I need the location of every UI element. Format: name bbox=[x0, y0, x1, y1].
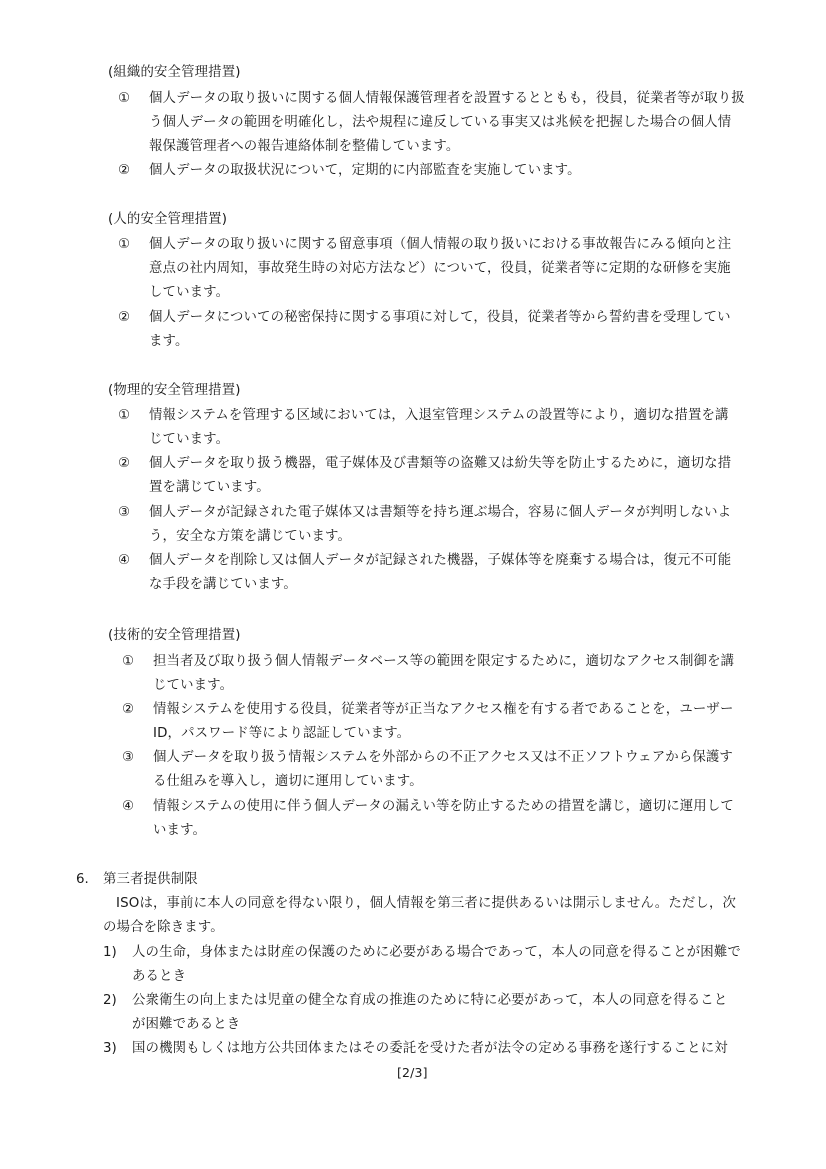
technical-item-4-line-2: います。 bbox=[153, 823, 207, 838]
section6-intro-line-1: ISOは，事前に本人の同意を得ない限り，個人情報を第三者に提供あるいは開示しません。ただし，次 bbox=[116, 896, 737, 911]
page-number: [2/3] bbox=[397, 1065, 428, 1080]
org-item-2-number: ② bbox=[118, 163, 131, 178]
section6-number: 6. bbox=[76, 872, 89, 887]
section6-item-1-line-2: あるとき bbox=[132, 969, 187, 984]
physical-item-3-line-2: う，安全な方策を講じています。 bbox=[149, 529, 352, 544]
technical-item-2-line-1: 情報システムを使用する役員，従業者等が正当なアクセス権を有する者であることを，ユーザー bbox=[153, 702, 734, 717]
section6-item-1-number: 1) bbox=[103, 945, 117, 960]
technical-item-1-line-1: 担当者及び取り扱う個人情報データベース等の範囲を限定するために，適切なアクセス制御を講 bbox=[153, 654, 735, 669]
technical-item-3-number: ③ bbox=[122, 750, 135, 765]
physical-item-4-number: ④ bbox=[118, 553, 131, 568]
physical-heading: (物理的安全管理措置) bbox=[108, 383, 241, 398]
human-heading: (人的安全管理措置) bbox=[108, 212, 228, 227]
section6-item-2-line-1: 公衆衛生の向上または児童の健全な育成の推進のために特に必要があって，本人の同意を得ること bbox=[132, 993, 728, 1008]
technical-item-1-line-2: じています。 bbox=[153, 678, 234, 693]
human-item-2-number: ② bbox=[118, 310, 131, 325]
physical-item-1-number: ① bbox=[118, 408, 131, 423]
org-item-2-line-1: 個人データの取扱状況について，定期的に内部監査を実施しています。 bbox=[149, 163, 581, 178]
section6-item-3-line-1: 国の機関もしくは地方公共団体またはその委託を受けた者が法令の定める事務を遂行することに対 bbox=[132, 1041, 728, 1056]
physical-item-4-line-2: な手段を講じています。 bbox=[149, 577, 297, 592]
org-item-1-line-3: 報保護管理者への報告連絡体制を整備しています。 bbox=[149, 139, 460, 154]
section6-intro-line-2: の場合を除きます。 bbox=[103, 920, 224, 935]
human-item-2-line-2: ます。 bbox=[149, 334, 189, 349]
technical-item-4-number: ④ bbox=[122, 799, 135, 814]
physical-item-2-number: ② bbox=[118, 456, 131, 471]
human-item-2-line-1: 個人データについての秘密保持に関する事項に対して，役員，従業者等から誓約書を受理してい bbox=[149, 310, 731, 325]
section6-item-1-line-1: 人の生命，身体または財産の保護のために必要がある場合であって，本人の同意を得ることが困難で bbox=[132, 945, 741, 960]
physical-item-3-line-1: 個人データが記録された電子媒体又は書類等を持ち運ぶ場合，容易に個人データが判明しないよ bbox=[149, 505, 732, 520]
section6-item-2-line-2: が困難であるとき bbox=[132, 1017, 241, 1032]
org-item-1-line-1: 個人データの取り扱いに関する個人情報保護管理者を設置するとともも，役員，従業者等が取り扱 bbox=[149, 91, 745, 106]
technical-item-2-number: ② bbox=[122, 702, 135, 717]
human-item-1-line-1: 個人データの取り扱いに関する留意事項（個人情報の取り扱いにおける事故報告にみる傾向と注 bbox=[149, 237, 732, 252]
physical-item-1-line-1: 情報システムを管理する区域においては，入退室管理システムの設置等により，適切な措置を講 bbox=[149, 408, 729, 423]
technical-item-1-number: ① bbox=[122, 654, 135, 669]
org-item-1-line-2: う個人データの範囲を明確化し，法や規程に違反している事実又は兆候を把握した場合の個人情 bbox=[149, 115, 732, 130]
physical-item-2-line-2: 置を講じています。 bbox=[149, 480, 270, 495]
technical-item-3-line-2: る仕組みを導入し，適切に運用しています。 bbox=[153, 774, 423, 789]
physical-item-2-line-1: 個人データを取り扱う機器，電子媒体及び書類等の盗難又は紛失等を防止するために，適切な措 bbox=[149, 456, 732, 471]
physical-item-1-line-2: じています。 bbox=[149, 432, 230, 447]
human-item-1-number: ① bbox=[118, 237, 131, 252]
section6-item-2-number: 2) bbox=[103, 993, 117, 1008]
section6-title: 第三者提供制限 bbox=[103, 872, 198, 887]
technical-heading: (技術的安全管理措置) bbox=[108, 628, 241, 643]
physical-item-3-number: ③ bbox=[118, 505, 131, 520]
human-item-1-line-2: 意点の社内周知，事故発生時の対応方法など）について，役員，従業者等に定期的な研修を実施 bbox=[149, 261, 731, 276]
technical-item-2-line-2: ID，パスワード等により認証しています。 bbox=[153, 726, 411, 741]
technical-item-4-line-1: 情報システムの使用に伴う個人データの漏えい等を防止するための措置を講じ，適切に運用して bbox=[153, 799, 734, 814]
org-heading: (組織的安全管理措置) bbox=[108, 65, 241, 80]
physical-item-4-line-1: 個人データを削除し又は個人データが記録された機器，子媒体等を廃棄する場合は，復元不可能 bbox=[149, 553, 732, 568]
org-item-1-number: ① bbox=[118, 91, 131, 106]
human-item-1-line-3: しています。 bbox=[149, 285, 230, 300]
technical-item-3-line-1: 個人データを取り扱う情報システムを外部からの不正アクセス又は不正ソフトウェアから保護す bbox=[153, 750, 733, 765]
section6-item-3-number: 3) bbox=[103, 1041, 117, 1056]
